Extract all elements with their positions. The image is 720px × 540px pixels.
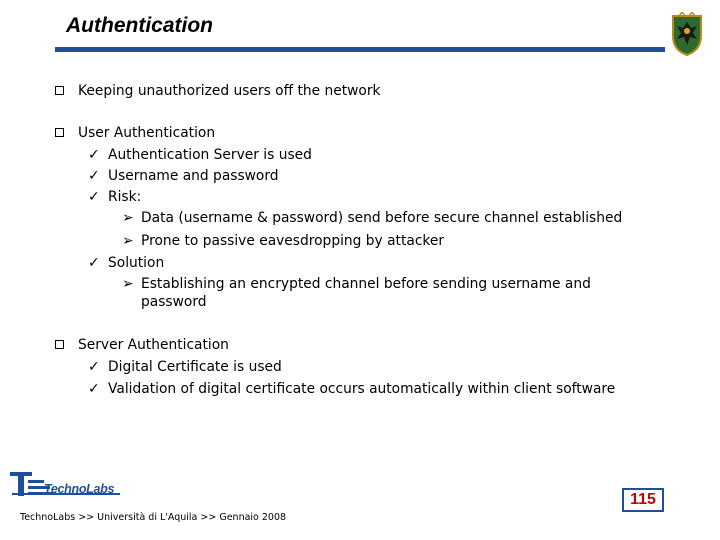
sub-item-text: Digital Certificate is used (108, 359, 282, 375)
page-number: 115 (622, 488, 664, 512)
square-bullet-icon (55, 128, 64, 137)
sub-sub-item-text: Data (username & password) send before secure channel established (141, 210, 623, 226)
checkmark-icon: ✓ (88, 147, 100, 163)
checkmark-icon: ✓ (88, 255, 100, 271)
checkmark-icon: ✓ (88, 359, 100, 375)
logo-text: TechnoLabs (44, 482, 115, 496)
bullet-text: Server Authentication (78, 337, 229, 353)
checkmark-icon: ✓ (88, 381, 100, 397)
footer-text: TechnoLabs >> Università di L'Aquila >> Gennaio 2008 (20, 512, 287, 523)
square-bullet-icon (55, 340, 64, 349)
sub-sub-item-text: Establishing an encrypted channel before sending username and (141, 276, 591, 292)
sub-sub-item-text-continued: password (141, 294, 207, 310)
arrow-bullet-icon: ➢ (122, 276, 134, 292)
arrow-bullet-icon: ➢ (122, 233, 134, 249)
sub-item-text: Authentication Server is used (108, 147, 312, 163)
checkmark-icon: ✓ (88, 189, 100, 205)
checkmark-icon: ✓ (88, 168, 100, 184)
sub-item-text: Username and password (108, 168, 279, 184)
sub-item-text: Solution (108, 255, 165, 271)
sub-sub-item-text: Prone to passive eavesdropping by attacker (141, 233, 445, 249)
sub-item-text: Validation of digital certificate occurs automatically within client software (108, 381, 616, 397)
square-bullet-icon (55, 86, 64, 95)
bullet-text: Keeping unauthorized users off the network (78, 83, 381, 99)
bullet-text: User Authentication (78, 125, 216, 141)
slide-title: Authentication (66, 14, 213, 37)
arrow-bullet-icon: ➢ (122, 210, 134, 226)
sub-item-text: Risk: (108, 189, 142, 205)
